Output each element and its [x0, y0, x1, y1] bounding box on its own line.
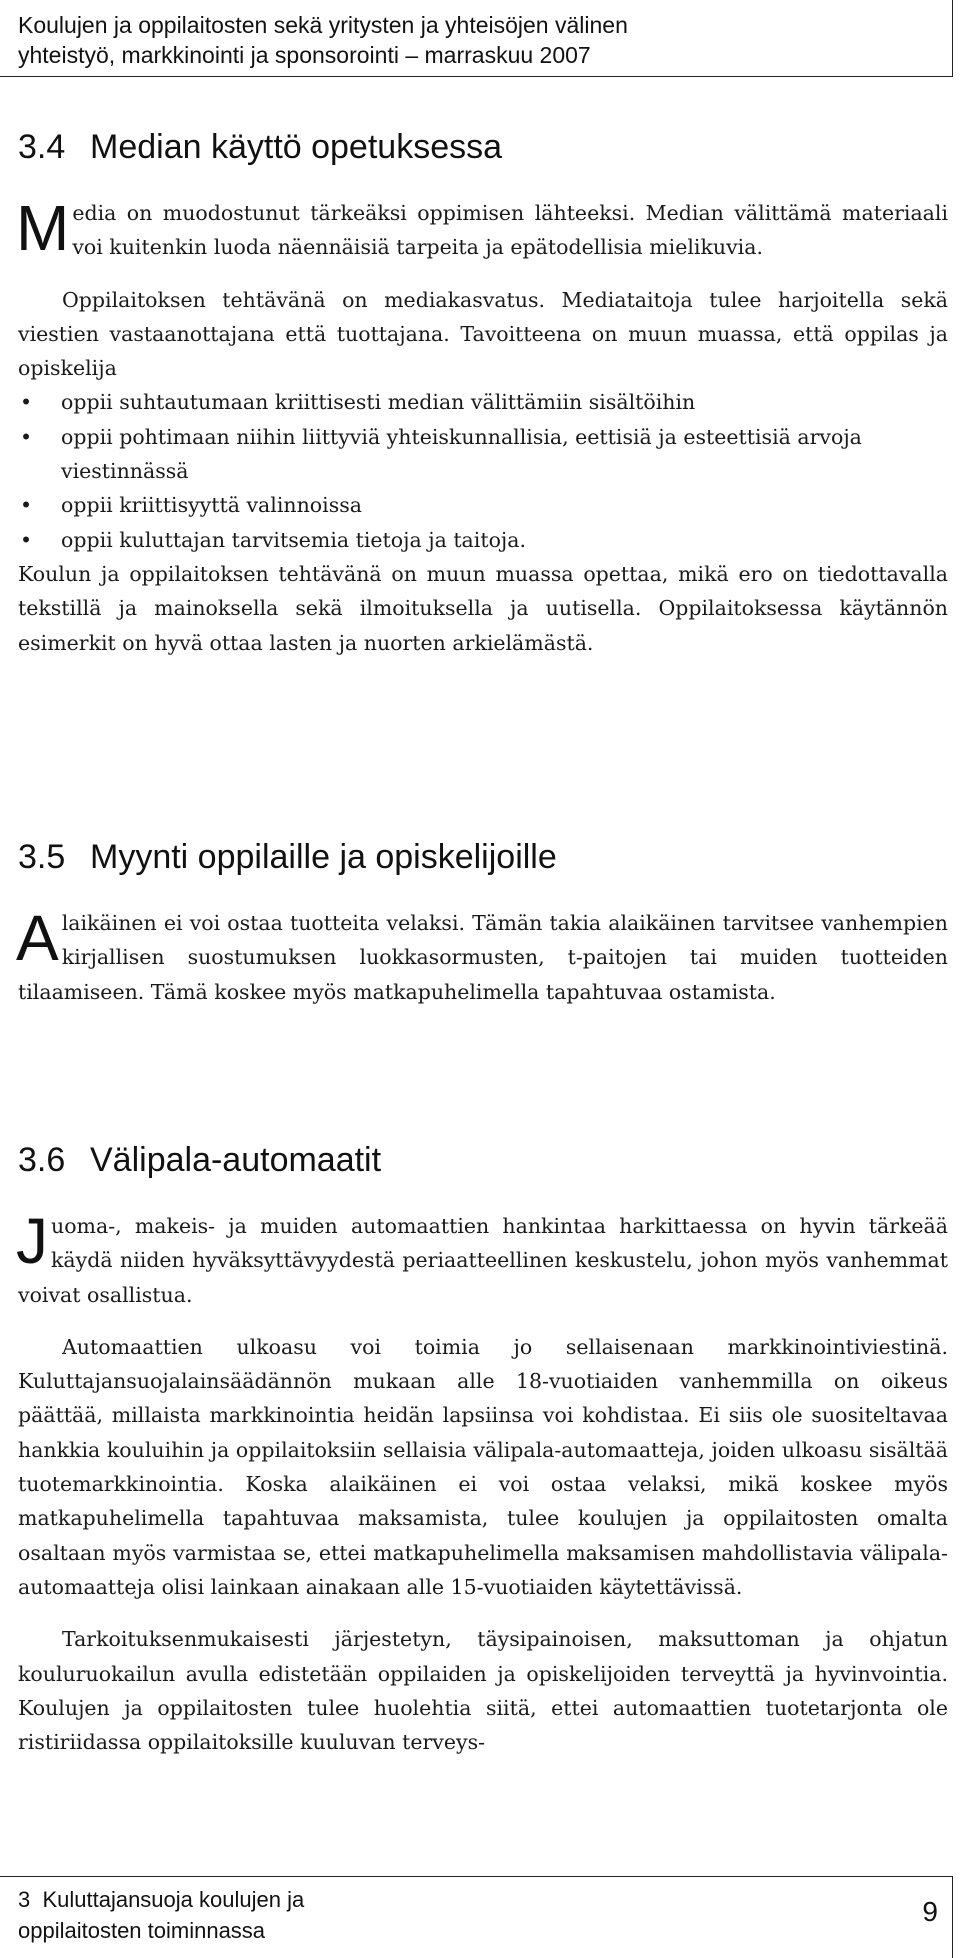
section-title: Median käyttö opetuksessa	[90, 128, 503, 166]
paragraph: Alaikäinen ei voi ostaa tuotteita velaksi. Tämän takia alaikäinen tarvitsee vanhempien kirjallisen suostumuksen luokkasormusten, t-paitojen tai muiden tuotteiden tilaamiseen. Tämä koskee myös matkapuhelimella tapahtuvaa ostamista.	[16, 902, 948, 1004]
page-number: 9	[922, 1896, 938, 1927]
running-footer	[18, 1884, 618, 1946]
header-line-1: Koulujen ja oppilaitosten sekä yritysten ja yhteisöjen välinen	[18, 12, 628, 38]
header-rule-vertical	[952, 0, 953, 77]
list-item: • oppii kriittisyyttä valinnoissa	[18, 488, 948, 522]
section-heading-3-4	[18, 127, 918, 167]
section-body-3-5	[16, 902, 948, 1009]
paragraph: Automaattien ulkoasu voi toimia jo sellaisenaan markkinointiviestinä. Kuluttajansuojalainsäädännön mukaan alle 18-vuotiaiden vanhemmilla on oikeus päättää, millaista markkinointia heidän lapsiinsa voi kohdistaa. Ei siis ole suositeltavaa hankkia kouluihin ja oppilaitoksiin sellaisia välipala-automaatteja, joiden ulkoasu sisältää tuotemarkkinointia. Koska alaikäinen ei voi ostaa velaksi, mikä koskee myös matkapuhelimella tapahtuvaa maksamista, tulee koulujen ja oppilaitosten omalta osaltaan myös varmistaa se, ettei matkapuhelimella maksamisen mahdollistavia välipala-automaatteja olisi lainkaan ainakaan alle 15-vuotiaiden käytettävissä.	[18, 1334, 948, 1599]
paragraph: Juoma-, makeis- ja muiden automaattien hankintaa harkittaessa on hyvin tärkeää käydä niiden hyväksyttävyydestä periaatteellinen keskustelu, johon myös vanhemmat voivat osallistua.	[16, 1205, 948, 1307]
header-rule	[0, 76, 952, 77]
footer-rule-vertical	[952, 1876, 953, 1958]
section-number: 3.4	[18, 128, 66, 166]
section-body-3-6	[16, 1205, 948, 1759]
running-header	[18, 10, 938, 70]
list-item: • oppii suhtautumaan kriittisesti median välittämiin sisältöihin	[18, 385, 948, 419]
section-title: Myynti oppilaille ja opiskelijoille	[90, 838, 557, 876]
paragraph: Media on muodostunut tärkeäksi oppimisen lähteeksi. Median välittämä materiaali voi kuitenkin luoda näennäisiä tarpeita ja epätodellisia mielikuvia.	[16, 192, 948, 264]
list-item: • oppii pohtimaan niihin liittyviä yhteiskunnallisia, eettisiä ja esteettisiä arvoja viestinnässä	[18, 420, 948, 489]
paragraph: Tarkoituksenmukaisesti järjestetyn, täysipainoisen, maksuttoman ja ohjatun kouluruokailun avulla edistetään oppilaiden ja opiskelijoiden terveyttä ja hyvinvointia. Koulujen ja oppilaitosten tulee huolehtia siitä, ettei automaattien tuotetarjonta ole ristiriidassa oppilaitoksille kuuluvan terveys-	[18, 1627, 948, 1755]
paragraph: Koulun ja oppilaitoksen tehtävänä on muun muassa opettaa, mikä ero on tiedottavalla tekstillä ja mainoksella sekä ilmoituksella ja uutisella. Oppilaitoksessa käytännön esimerkit on hyvä ottaa lasten ja nuorten arkielämästä.	[18, 561, 948, 655]
paragraph: Oppilaitoksen tehtävänä on mediakasvatus. Mediataitoja tulee harjoitella sekä viestien vastaanottajana että tuottajana. Tavoitteena on muun muassa, että oppilas ja opiskelija	[18, 287, 948, 381]
section-heading-3-6	[18, 1140, 918, 1180]
bullet-list	[18, 385, 948, 556]
footer-chapter-line-2: oppilaitosten toiminnassa	[18, 1918, 266, 1943]
section-body-3-4	[16, 192, 948, 660]
header-line-2: yhteistyö, markkinointi ja sponsorointi – marraskuu 2007	[18, 42, 591, 68]
section-number: 3.6	[18, 1141, 66, 1179]
section-title: Välipala-automaatit	[90, 1141, 382, 1179]
section-heading-3-5	[18, 837, 918, 877]
drop-cap: M	[16, 192, 70, 264]
list-item: • oppii kuluttajan tarvitsemia tietoja ja taitoja.	[18, 523, 948, 557]
footer-rule	[0, 1876, 952, 1877]
drop-cap: A	[16, 902, 59, 974]
footer-chapter-line-1: 3 Kuluttajansuoja koulujen ja	[18, 1887, 305, 1912]
section-number: 3.5	[18, 838, 66, 876]
drop-cap: J	[16, 1205, 48, 1277]
